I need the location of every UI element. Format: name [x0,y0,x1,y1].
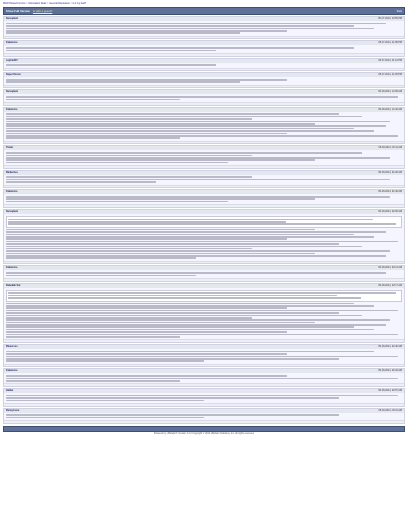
forum-post [3,209,405,265]
post-text-line [6,79,287,81]
post-text-line [6,130,374,132]
post-text-line [6,334,398,336]
post-footer [4,364,404,367]
post-text-line [6,378,398,380]
post-text-line [6,246,362,248]
post-date: 05-17-2014, 11:29 PM [378,73,402,77]
post-text-line [6,303,354,305]
post-text-line [6,380,180,382]
post-text-line [6,312,339,314]
footer-text: Powered by: vBulletin® Version 4.2.2 Copyright © 2014 vBulletin Solutions, Inc. All rights reserved. [153,432,255,435]
post-text-line [6,201,228,203]
post-text-line [6,336,180,338]
post-date: 05-18-2014, 02:14 AM [378,266,402,270]
post-text-line [6,96,398,98]
post-body [4,175,404,185]
post-footer [4,165,404,168]
post-text-line [6,360,204,362]
post-text-line [6,353,287,355]
post-text-line [6,326,354,328]
post-body [4,194,404,204]
post-author[interactable]: Fabamore [6,190,18,194]
post-date: 05-18-2014, 02:42 AM [378,369,402,373]
post-text-line [6,135,398,137]
post-date: 05-18-2014, 01:11 AM [378,146,402,150]
post-author[interactable]: Sunsplash [6,90,19,94]
post-text-line [6,395,398,397]
post-text-line [6,331,287,333]
forum-post [3,40,405,56]
post-text-line [6,162,228,164]
forum-post [3,408,405,424]
post-text-line [6,155,252,157]
post-list [3,16,405,424]
post-quote [6,216,402,228]
post-text-line [6,118,252,120]
post-body [4,214,404,261]
post-text-line [6,356,398,358]
post-text-line [6,351,374,353]
post-text-line [6,47,354,49]
post-footer [4,185,404,188]
post-footer [4,85,404,88]
post-text-line [6,253,315,255]
post-text-line [6,243,339,245]
post-text-line [6,123,315,125]
post-footer [4,261,404,264]
post-body [4,77,404,85]
post-text-line [6,322,315,324]
forum-post [3,388,405,407]
post-body [4,112,404,141]
quote-text-line [8,295,337,297]
forum-post [3,265,405,281]
post-date: 05-17-2014, 11:05 PM [378,41,402,45]
breadcrumb-separator: > [47,2,49,5]
post-text-line [6,64,216,66]
post-date: 05-18-2014, 12:42 AM [378,107,402,111]
post-date: 05-18-2014, 12:09 AM [378,90,402,94]
post-text-line [6,317,252,319]
post-date: 05-17-2014, 11:14 PM [378,58,402,62]
post-body [4,45,404,53]
forum-post [3,170,405,189]
post-author[interactable]: Fabamore [6,107,18,111]
post-text-line [6,315,362,317]
post-text-line [6,358,339,360]
post-text-line [6,414,339,416]
post-text-line [6,400,204,402]
post-text-line [6,238,287,240]
post-footer [4,339,404,342]
forum-post [3,16,405,39]
quote-text-line [8,221,286,223]
post-text-line [6,128,354,130]
forum-post [3,58,405,72]
post-text-line [6,152,362,154]
post-footer [4,141,404,144]
post-author[interactable]: sophie537 [6,58,18,62]
post-author[interactable]: Sunsplash [6,209,19,213]
post-text-line [6,229,315,231]
post-text-line [6,324,386,326]
post-text-line [6,329,374,331]
quote-text-line [8,219,373,221]
post-author[interactable]: Hallan [6,388,14,392]
post-footer [4,36,404,39]
post-text-line [6,198,315,200]
post-body [4,393,404,403]
post-text-line [6,121,390,123]
forum-post [3,344,405,367]
thread-toolbar [3,7,405,15]
post-text-line [6,417,204,419]
post-author[interactable]: Sunsplash [6,17,19,20]
bottom-toolbar [3,426,405,432]
post-date: 05-18-2014, 02:17 AM [378,283,402,287]
post-text-line [6,231,386,233]
post-text-line [6,305,374,307]
post-date: 05-18-2014, 02:57 AM [378,388,402,392]
breadcrumb-link-general[interactable]: General Discussion [49,2,70,5]
post-text-line [6,176,252,178]
post-body [4,150,404,165]
post-text-line [6,28,374,30]
post-text-line [6,196,390,198]
post-footer [4,420,404,423]
forum-post [3,283,405,343]
forum-post [3,145,405,168]
post-text-line [6,32,240,34]
post-text-line [6,157,390,159]
post-text-line [6,113,339,115]
breadcrumb-separator: > [70,2,72,5]
post-footer [4,53,404,56]
post-author[interactable]: Super Devon [6,73,21,77]
post-author[interactable]: Bluberries [6,170,18,174]
post-date: 05-18-2014, 02:06 AM [378,209,402,213]
post-author[interactable]: Fabamore [6,369,18,373]
post-date: 05-18-2014, 01:40 AM [378,190,402,194]
quote-text-line [8,292,396,294]
post-body [4,373,404,383]
post-text-line [6,272,386,274]
post-text-line [6,50,216,52]
post-body [4,413,404,421]
post-author[interactable]: Bunnymore [6,408,20,412]
post-date: 05-18-2014, 01:26 AM [378,170,402,174]
post-text-line [6,241,398,243]
post-body [4,94,404,102]
post-text-line [6,159,315,161]
post-author[interactable]: Fabamore [6,41,18,45]
post-footer [4,204,404,207]
quote-text-line [8,297,361,299]
post-quote [6,290,402,302]
post-author[interactable]: Rebekah Kai [6,283,21,287]
thread-subtitle-link[interactable]: Is (d)It a guest? [32,9,53,13]
breadcrumb-link-forums[interactable]: WAN Hosted Forums [3,2,26,5]
thread-title [6,9,52,13]
post-text-line [6,255,386,257]
post-text-line [6,125,386,127]
post-text-line [6,30,287,32]
quote-text-line [8,223,396,225]
breadcrumb [3,2,405,6]
post-text-line [6,257,196,259]
breadcrumb-link-info-desk[interactable]: Information Desk [28,2,47,5]
post-date: 05-17-2014, 10:55 PM [378,17,402,20]
forum-post [3,72,405,88]
forum-post [3,107,405,145]
post-footer [4,383,404,386]
breadcrumb-current: Is it my bad? [72,2,87,5]
post-text-line [6,248,252,250]
post-text-line [6,81,240,83]
post-text-line [6,310,398,312]
post-text-line [6,133,287,135]
forum-post [3,368,405,387]
show-full-version-label: Show Full Version [6,9,31,13]
post-body [4,21,404,36]
post-text-line [6,234,354,236]
tools-menu[interactable]: Tools [396,9,402,13]
breadcrumb-separator: > [26,2,28,5]
post-date: 05-18-2014, 02:40 AM [378,345,402,349]
post-text-line [6,375,287,377]
post-footer [4,403,404,406]
post-text-line [6,275,196,277]
post-body [4,270,404,278]
post-author[interactable]: Bluecross [6,345,18,349]
post-text-line [6,99,180,101]
forum-page [3,2,405,510]
post-text-line [6,397,339,399]
post-body [4,288,404,340]
post-footer [4,278,404,281]
post-footer [4,102,404,105]
post-text-line [6,23,386,25]
post-text-line [6,25,354,27]
post-text-line [6,137,180,139]
post-text-line [6,116,362,118]
post-text-line [6,250,390,252]
post-text-line [6,307,287,309]
post-date: 05-18-2014, 03:11 AM [378,408,402,412]
post-text-line [6,319,390,321]
post-body [4,349,404,364]
forum-post [3,189,405,208]
post-author[interactable]: Fabamore [6,266,18,270]
post-author[interactable]: Trelan [6,146,14,150]
post-text-line [6,179,390,181]
post-footer [4,68,404,71]
post-text-line [6,236,374,238]
post-text-line [6,181,156,183]
forum-post [3,89,405,105]
